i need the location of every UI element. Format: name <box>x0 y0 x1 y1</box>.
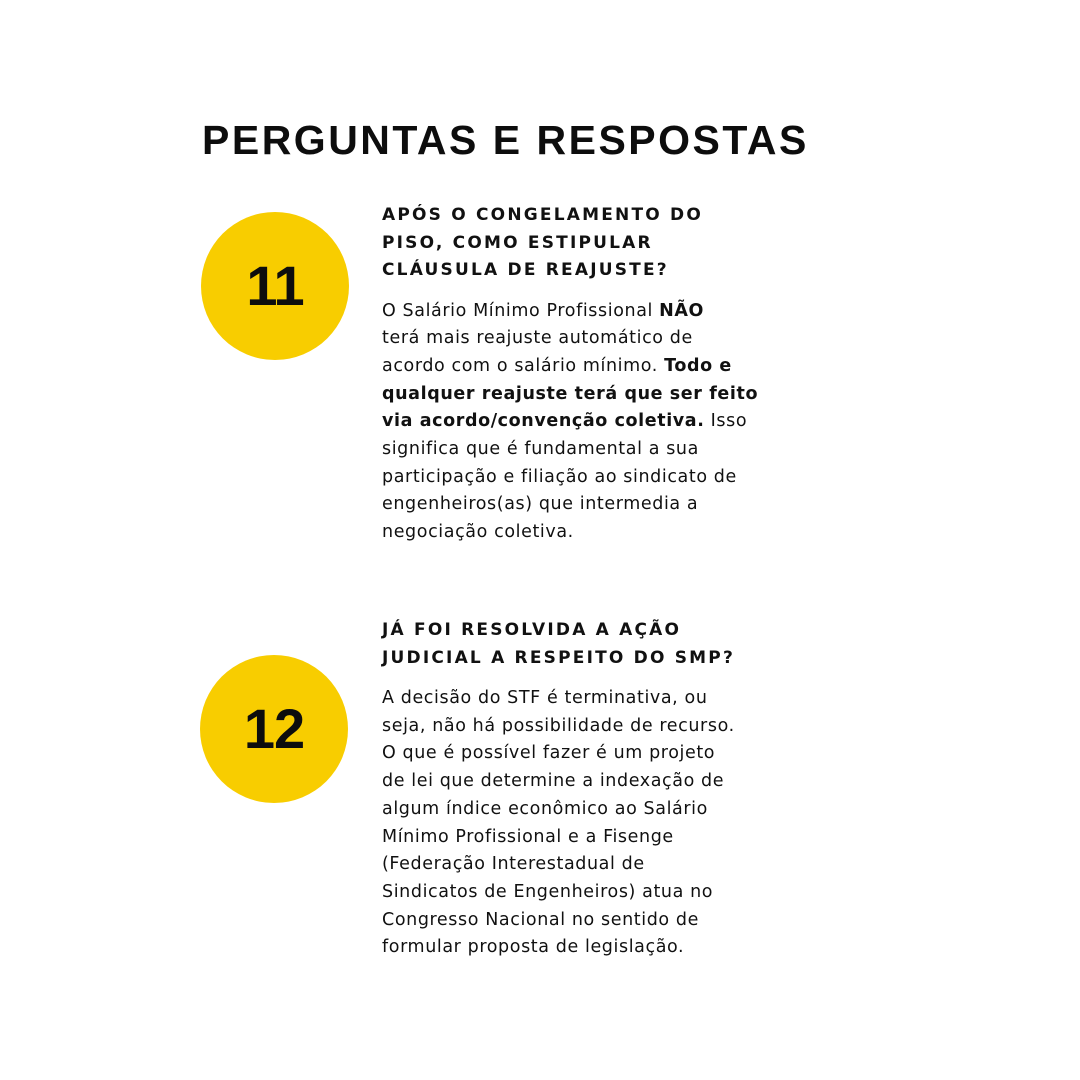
qa-item-12 <box>382 617 802 962</box>
answer-segment: acordo com o salário mínimo. <box>382 355 665 376</box>
answer-bold-segment: via acordo/convenção coletiva. <box>382 411 705 432</box>
answer-line <box>382 408 802 436</box>
answer-line <box>382 464 802 492</box>
answer-segment: negociação coletiva. <box>382 522 574 543</box>
answer-line <box>382 851 802 879</box>
answer-segment: Sindicatos de Engenheiros) atua no <box>382 881 714 902</box>
answer-line <box>382 879 802 907</box>
answer-segment: Congresso Nacional no sentido de <box>382 909 699 930</box>
answer-line <box>382 934 802 962</box>
answer-bold-segment: NÃO <box>659 300 705 321</box>
answer-line <box>382 491 802 519</box>
answer-line <box>382 907 802 935</box>
item-number: 11 <box>246 254 304 317</box>
qa-item-11 <box>382 202 802 547</box>
answer-text <box>382 298 802 547</box>
answer-segment: O que é possível fazer é um projeto <box>382 743 716 764</box>
answer-segment: O Salário Mínimo Profissional <box>382 300 660 321</box>
number-badge-11 <box>201 212 349 360</box>
answer-line <box>382 740 802 768</box>
answer-text <box>382 685 802 962</box>
answer-segment: participação e filiação ao sindicato de <box>382 466 737 487</box>
answer-segment: Isso <box>704 411 748 432</box>
answer-line <box>382 685 802 713</box>
answer-bold-segment: Todo e <box>664 355 732 376</box>
question-line: PISO, COMO ESTIPULAR <box>382 232 653 253</box>
answer-segment: de lei que determine a indexação de <box>382 771 725 792</box>
answer-line <box>382 381 802 409</box>
number-badge-12 <box>200 655 348 803</box>
question-line: APÓS O CONGELAMENTO DO <box>382 205 703 225</box>
answer-line <box>382 353 802 381</box>
answer-segment: formular proposta de legislação. <box>382 937 685 958</box>
question-heading <box>382 617 802 672</box>
question-line: JUDICIAL A RESPEITO DO SMP? <box>382 647 736 668</box>
question-heading <box>382 202 802 285</box>
answer-segment: (Federação Interestadual de <box>382 854 645 875</box>
answer-line <box>382 713 802 741</box>
answer-segment: terá mais reajuste automático de <box>382 328 693 349</box>
answer-bold-segment: qualquer reajuste terá que ser feito <box>382 383 759 404</box>
answer-line <box>382 768 802 796</box>
answer-line <box>382 796 802 824</box>
answer-line <box>382 298 802 326</box>
answer-segment: engenheiros(as) que intermedia a <box>382 494 699 515</box>
question-line: CLÁUSULA DE REAJUSTE? <box>382 260 669 280</box>
answer-segment: algum índice econômico ao Salário <box>382 798 708 819</box>
answer-segment: significa que é fundamental a sua <box>382 439 699 460</box>
answer-segment: A decisão do STF é terminativa, ou <box>382 688 708 708</box>
item-number: 12 <box>243 697 305 760</box>
answer-segment: seja, não há possibilidade de recurso. <box>382 715 735 736</box>
answer-line <box>382 436 802 464</box>
question-line: JÁ FOI RESOLVIDA A AÇÃO <box>382 620 682 640</box>
answer-line <box>382 325 802 353</box>
answer-line <box>382 824 802 852</box>
answer-segment: Mínimo Profissional e a Fisenge <box>382 826 674 847</box>
answer-line <box>382 519 802 547</box>
page-title: PERGUNTAS E RESPOSTAS <box>202 117 809 163</box>
